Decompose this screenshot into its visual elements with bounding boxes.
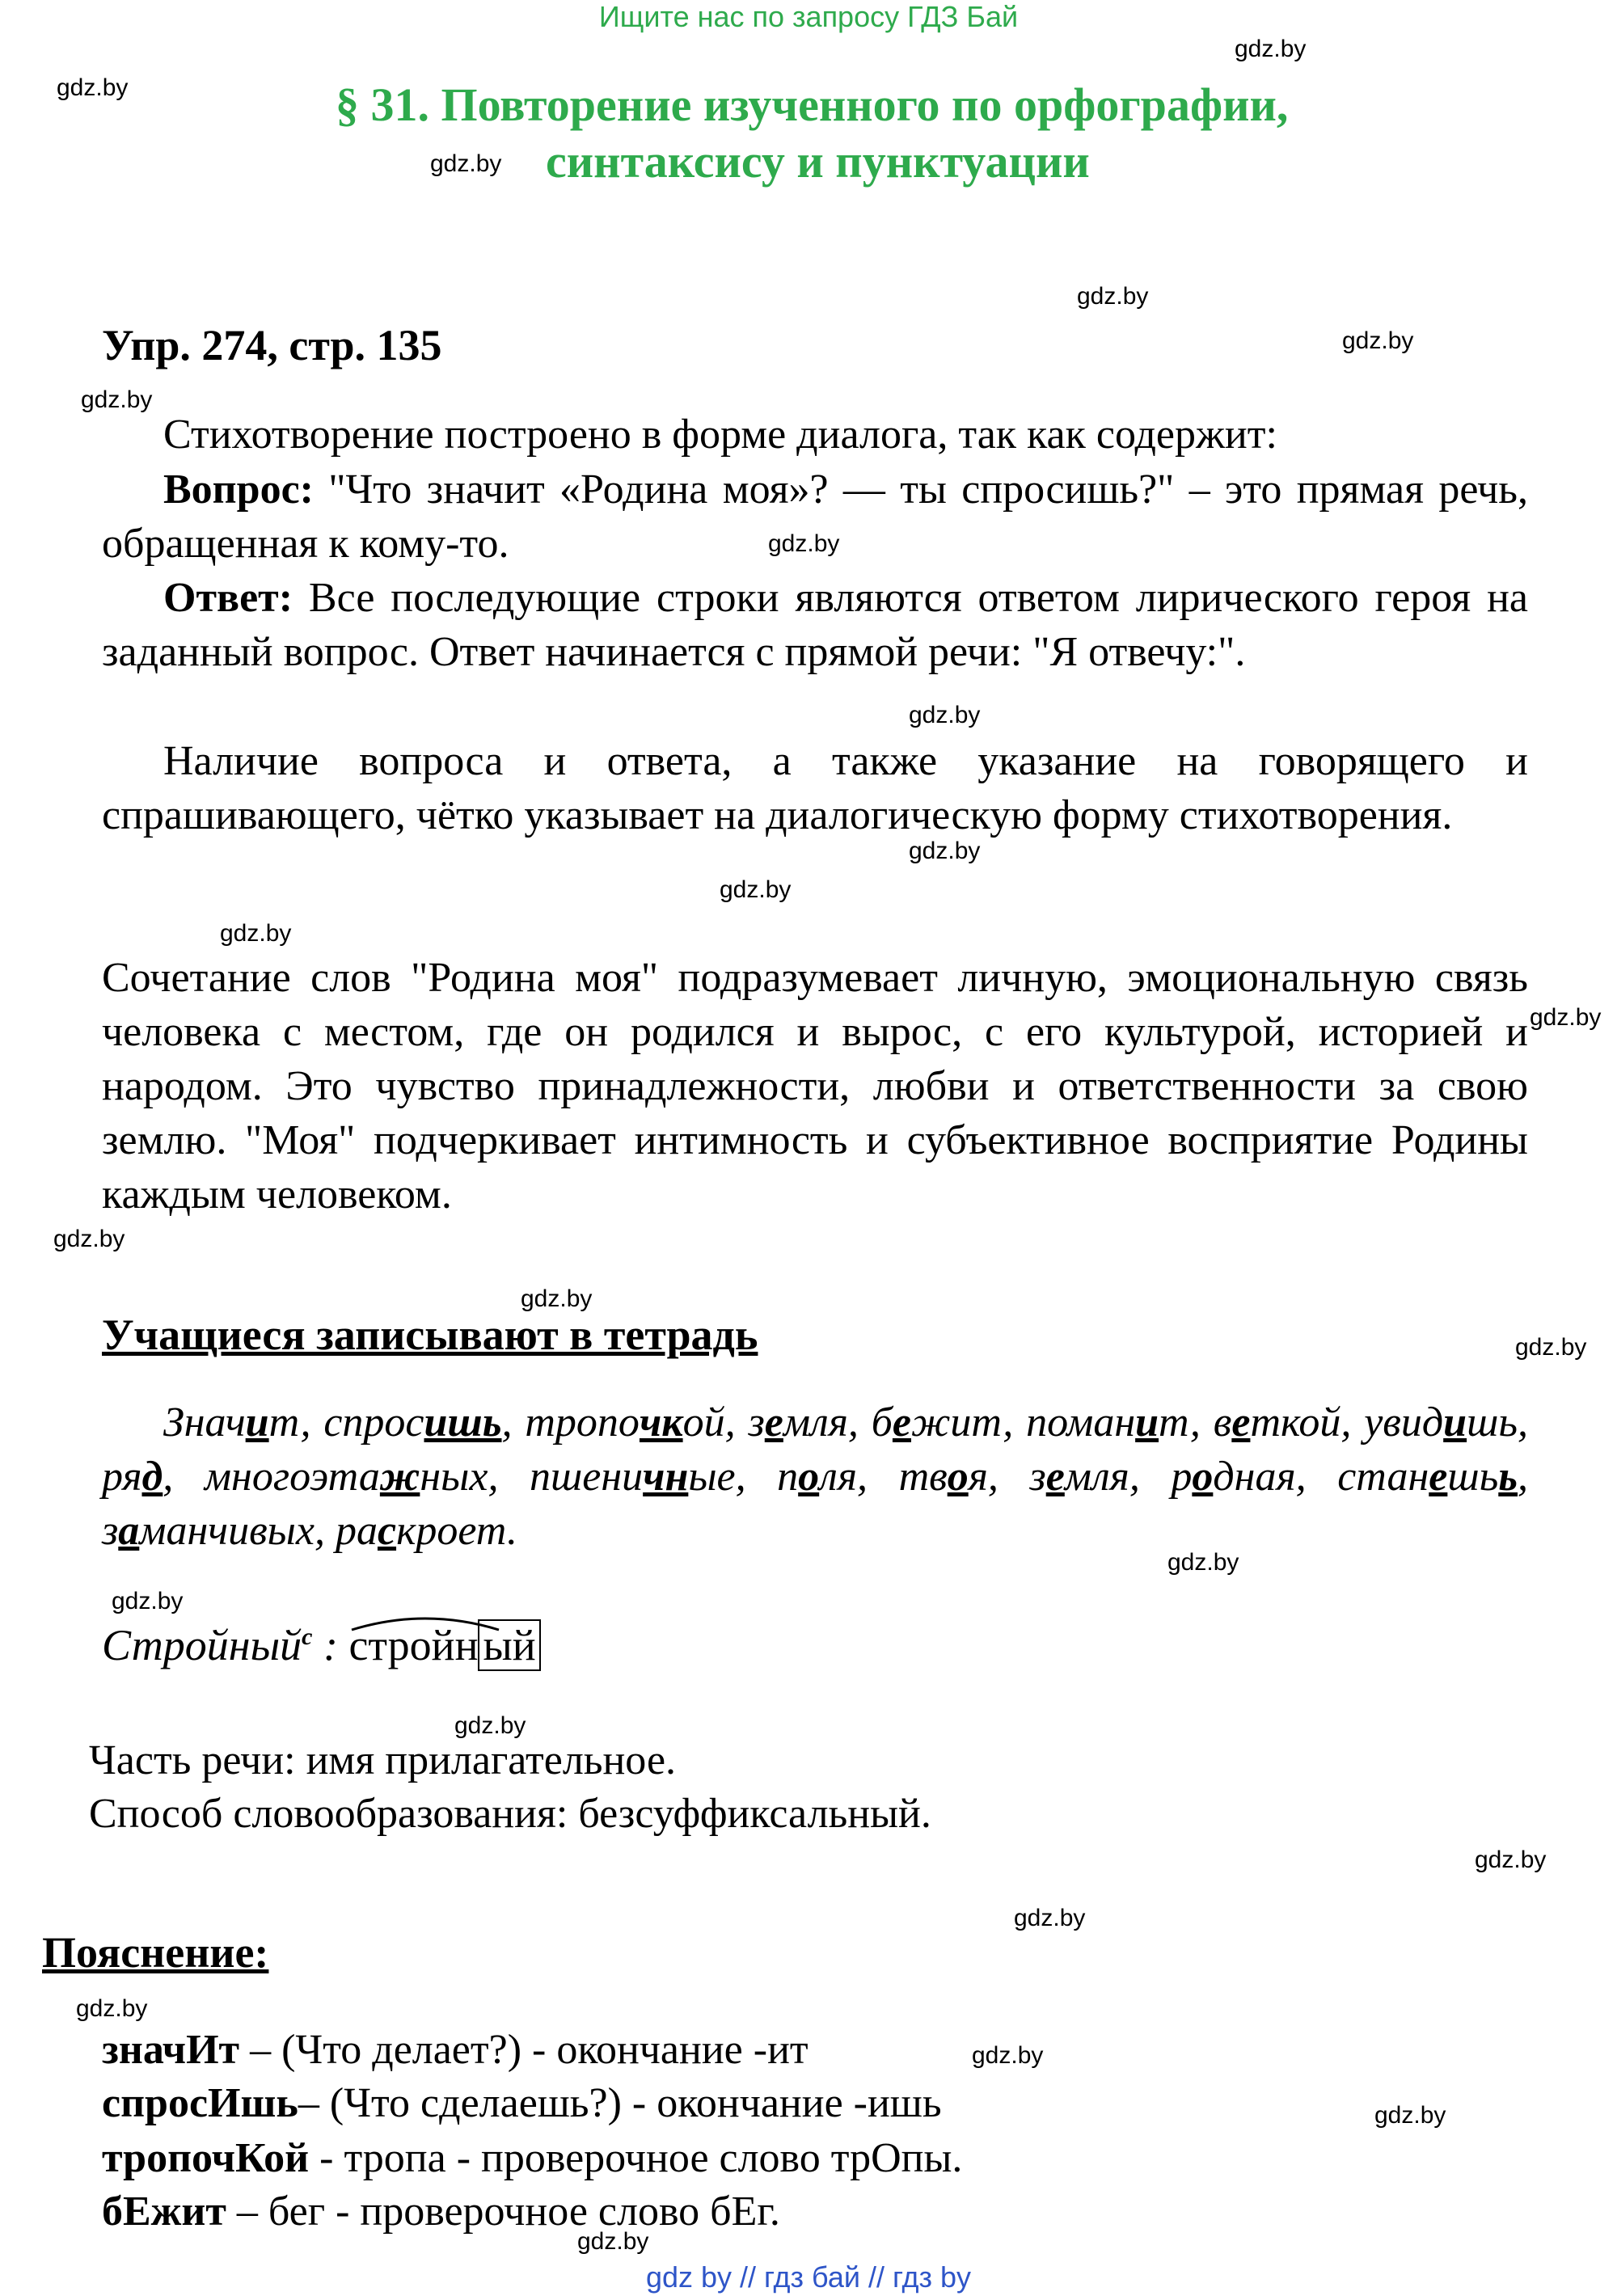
word-highlight: и [1443, 1399, 1467, 1446]
watermark: gdz.by [1014, 1905, 1086, 1931]
word-highlight: ж [379, 1454, 420, 1500]
word-highlight: чн [643, 1454, 689, 1500]
answer-label: Ответ: [163, 575, 293, 621]
paragraph-answer [102, 571, 1528, 679]
answer-text: Все последующие строки являются ответом лирического героя на заданный вопрос. Ответ начинается с прямой речи: "Я отвечу:". [102, 575, 1528, 675]
explanation-word: тропочКой [102, 2135, 310, 2181]
watermark: gdz.by [909, 838, 981, 864]
word-highlight: е [1045, 1454, 1065, 1500]
word-suffix: , [501, 1399, 526, 1446]
word-suffix: шь, [1467, 1399, 1529, 1446]
word-prefix: з [748, 1399, 765, 1446]
watermark: gdz.by [1235, 36, 1307, 62]
word-prefix: з [102, 1508, 119, 1554]
watermark: gdz.by [57, 74, 129, 101]
word-prefix: з [1029, 1454, 1046, 1500]
word-suffix: манчивых, [139, 1508, 336, 1554]
word-suffix: , [163, 1454, 205, 1500]
word-suffix: ля, [819, 1454, 899, 1500]
word-suffix: , [1518, 1454, 1529, 1500]
explanation-text: – (Что сделаешь?) - окончание -ишь [298, 2080, 942, 2126]
watermark: gdz.by [1515, 1334, 1587, 1361]
word-highlight: е [1429, 1454, 1448, 1500]
word-prefix: пшени [530, 1454, 644, 1500]
watermark: gdz.by [1342, 327, 1414, 354]
watermark: gdz.by [1374, 2102, 1446, 2129]
word-prefix: ря [102, 1454, 142, 1500]
exercise-heading: Упр. 274, стр. 135 [102, 321, 442, 369]
word-highlight: ь [1498, 1454, 1518, 1500]
watermark: gdz.by [1530, 1004, 1602, 1031]
word-suffix: ткой, [1250, 1399, 1365, 1446]
page-title-line1: § 31. Повторение изученного по орфографии, [336, 78, 1289, 131]
word-prefix: Знач [163, 1399, 246, 1446]
paragraph-intro: Стихотворение построено в форме диалога, так как содержит: [163, 412, 1277, 458]
watermark: gdz.by [768, 530, 840, 557]
word-prefix: тв [898, 1454, 948, 1500]
explanation-heading: Пояснение: [42, 1928, 269, 1977]
word-prefix: стан [1337, 1454, 1429, 1500]
explanation-text: – (Что делает?) - окончание -ит [239, 2027, 808, 2073]
word-highlight: чк [639, 1399, 683, 1446]
word-suffix: дная, [1213, 1454, 1338, 1500]
watermark: gdz.by [112, 1588, 184, 1614]
watermark: gdz.by [220, 920, 292, 947]
word-highlight: ишь [424, 1399, 502, 1446]
watermark: gdz.by [81, 386, 153, 413]
morph-superscript: с [302, 1623, 313, 1650]
watermark: gdz.by [430, 150, 502, 177]
explanation-word: бЕжит [102, 2188, 226, 2235]
part-of-speech: Часть речи: имя прилагательное. [89, 1737, 677, 1783]
word-highlight: с [377, 1508, 397, 1554]
word-highlight: е [892, 1399, 912, 1446]
word-highlight: и [245, 1399, 269, 1446]
word-suffix: ных, [420, 1454, 530, 1500]
watermark: gdz.by [521, 1285, 593, 1312]
word-suffix: кроет. [396, 1508, 517, 1554]
word-suffix: шь [1447, 1454, 1499, 1500]
morph-root [348, 1617, 478, 1673]
word-prefix: тропо [525, 1399, 640, 1446]
word-prefix: ра [335, 1508, 378, 1554]
word-prefix: в [1213, 1399, 1232, 1446]
word-suffix: мля, [783, 1399, 872, 1446]
explanation-line [102, 2023, 808, 2077]
word-suffix: ой, [682, 1399, 749, 1446]
word-prefix: п [777, 1454, 799, 1500]
explanation-word: значИт [102, 2027, 240, 2073]
word-highlight: и [1135, 1399, 1159, 1446]
explanation-text: – бег - проверочное слово бЕг. [226, 2188, 780, 2235]
word-highlight: е [764, 1399, 783, 1446]
word-prefix: увид [1364, 1399, 1444, 1446]
word-formation-method: Способ словообразования: безсуффиксальный. [89, 1791, 931, 1837]
morph-ending: ый [478, 1619, 540, 1671]
watermark: gdz.by [1167, 1549, 1239, 1576]
word-highlight: о [798, 1454, 820, 1500]
explanation-line [102, 2184, 780, 2239]
watermark: gdz.by [1077, 283, 1149, 310]
top-banner: Ищите нас по запросу ГДЗ Бай [598, 0, 1019, 33]
explanation-word: спросИшь [102, 2080, 298, 2126]
morph-colon: : [312, 1621, 349, 1669]
word-suffix: мля, [1064, 1454, 1172, 1500]
explanation-text: - тропа - проверочное слово трОпы. [309, 2135, 963, 2181]
morphemic-analysis [102, 1609, 541, 1673]
word-prefix: многоэта [204, 1454, 380, 1500]
paragraph-question [102, 462, 1528, 571]
word-suffix: т, [1159, 1399, 1214, 1446]
watermark: gdz.by [53, 1226, 125, 1252]
watermark: gdz.by [909, 702, 981, 728]
explanation-line [102, 2076, 942, 2130]
root-arc-icon [348, 1612, 502, 1633]
watermark: gdz.by [76, 1995, 148, 2022]
question-text: "Что значит «Родина моя»? — ты спросишь?" – это прямая речь, обращенная к кому-то. [102, 466, 1528, 567]
word-prefix: б [871, 1399, 893, 1446]
footer-links: gdz by // гдз бай // гдз by [645, 2260, 972, 2294]
watermark: gdz.by [720, 876, 792, 903]
word-highlight: д [141, 1454, 163, 1500]
question-label: Вопрос: [163, 466, 314, 513]
morph-root-text: стройн [348, 1621, 479, 1669]
paragraph-rodina: Сочетание слов "Родина моя" подразумевает личную, эмоциональную связь человека с местом, где он родился и вырос, с его культурой, историей и народом. Это чувство принадлежности, любви и ответственности за свою землю. "Моя" подчеркивает интимность и субъективное восприятие Родины каждым человеком. [102, 955, 1528, 1218]
word-suffix: жит, [911, 1399, 1027, 1446]
word-prefix: спрос [323, 1399, 424, 1446]
word-highlight: о [1192, 1454, 1214, 1500]
word-highlight: е [1231, 1399, 1251, 1446]
word-list [102, 1395, 1528, 1558]
notebook-heading: Учащиеся записывают в тетрадь [102, 1310, 758, 1359]
watermark: gdz.by [1475, 1847, 1547, 1873]
explanation-line [102, 2131, 962, 2185]
word-suffix: т, [268, 1399, 324, 1446]
page-title-line2: синтаксису и пунктуации [546, 135, 1090, 188]
watermark: gdz.by [577, 2228, 649, 2255]
word-highlight: о [947, 1454, 969, 1500]
paragraph-conclusion: Наличие вопроса и ответа, а также указание на говорящего и спрашивающего, чётко указывает на диалогическую форму стихотворения. [102, 738, 1528, 838]
word-suffix: ые, [688, 1454, 778, 1500]
word-highlight: а [118, 1508, 140, 1554]
word-prefix: поман [1026, 1399, 1136, 1446]
watermark: gdz.by [454, 1712, 526, 1739]
watermark: gdz.by [972, 2042, 1044, 2069]
morph-word: Стройный [102, 1621, 302, 1669]
word-prefix: р [1171, 1454, 1193, 1500]
word-suffix: я, [968, 1454, 1030, 1500]
